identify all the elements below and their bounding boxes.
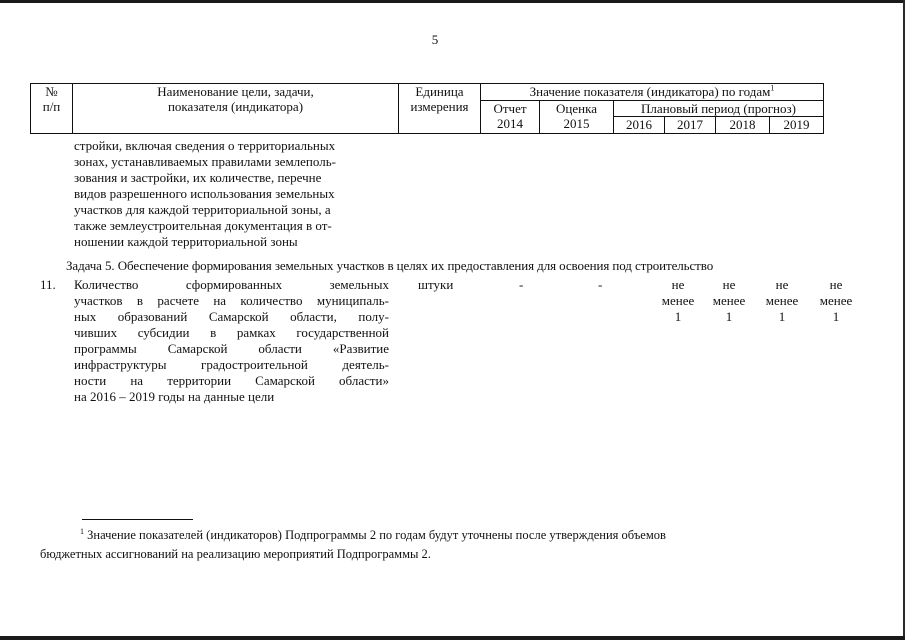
row-value-2019 <box>806 277 866 325</box>
value-line: не <box>722 277 736 292</box>
value-line: не <box>829 277 843 292</box>
header-estimate-year: 2015 <box>563 116 590 131</box>
continued-line: стройки, включая сведения о территориальных <box>74 138 336 153</box>
row-line: чивших субсидии в рамках государственной <box>74 325 389 340</box>
value-line: 1 <box>832 309 840 324</box>
row-value-2018 <box>751 277 813 325</box>
header-cell-report <box>481 101 540 134</box>
continued-line: зонах, устанавливаемых правилами землеполь- <box>74 154 336 169</box>
header-name-line2: показателя (индикатора) <box>167 99 304 114</box>
header-cell-number <box>31 84 73 134</box>
header-report-year: 2014 <box>497 116 523 131</box>
value-line: менее <box>819 293 853 308</box>
header-year-2016: 2016 <box>614 117 665 134</box>
page-number: 5 <box>431 32 439 47</box>
row-line: ных образований Самарской области, полу- <box>74 309 389 324</box>
footnote-line1 <box>80 527 900 543</box>
header-cell-unit <box>399 84 481 134</box>
task-heading: Задача 5. Обеспечение формирования земельных участков в целях их предоставления для освоения под строительство <box>66 258 714 273</box>
header-year-2019: 2019 <box>770 117 824 134</box>
header-year-2018: 2018 <box>716 117 770 134</box>
header-number-label: п/п <box>42 99 61 114</box>
value-line: 1 <box>725 309 733 324</box>
row-line: ности на территории Самарской области» <box>74 373 389 388</box>
continued-indicator-text <box>74 138 392 250</box>
value-line: менее <box>712 293 746 308</box>
value-line: 1 <box>778 309 786 324</box>
value-line: 1 <box>674 309 682 324</box>
scan-border-top <box>0 0 905 3</box>
row-line: участков в расчете на количество муниципаль- <box>74 293 389 308</box>
header-unit-line1: Единица <box>415 84 464 99</box>
header-cell-values <box>481 84 824 101</box>
row-number: 11. <box>40 277 56 292</box>
header-cell-name <box>73 84 399 134</box>
continued-line: зования и застройки, их количестве, перечне <box>74 170 322 185</box>
indicator-table-header <box>30 83 824 134</box>
continued-line: также землеустроительная документация в от- <box>74 218 332 233</box>
value-line: менее <box>765 293 799 308</box>
footnote-text-1: Значение показателей (индикаторов) Подпрограммы 2 по годам будут уточнены после утверждения объемов <box>87 528 666 542</box>
row-value-2015: - <box>598 277 603 292</box>
row-unit: штуки <box>418 277 454 292</box>
footnote-mark: 1 <box>80 526 84 536</box>
footnote-line2: бюджетных ассигнований на реализацию мероприятий Подпрограммы 2. <box>40 547 431 561</box>
value-line: не <box>671 277 685 292</box>
row-line: программы Самарской области «Развитие <box>74 341 389 356</box>
header-values-title: Значение показателя (индикатора) по годам <box>529 84 771 99</box>
row-indicator-text <box>74 277 389 405</box>
footnote-separator <box>82 519 193 520</box>
footnote-ref: 1 <box>770 83 775 93</box>
header-number-sign: № <box>45 84 58 99</box>
continued-line: участков для каждой территориальной зоны, а <box>74 202 331 217</box>
header-year-2017: 2017 <box>665 117 716 134</box>
row-line: на 2016 – 2019 годы на данные цели <box>74 389 275 404</box>
continued-line: ношении каждой территориальной зоны <box>74 234 298 249</box>
continued-line: видов разрешенного использования земельных <box>74 186 335 201</box>
header-unit-line2: измерения <box>410 99 469 114</box>
row-line: инфраструктуры градостроительной деятель- <box>74 357 389 372</box>
header-cell-plan: Плановый период (прогноз) <box>614 101 824 117</box>
header-report-label: Отчет <box>493 101 527 116</box>
row-value-2014: - <box>519 277 524 292</box>
value-line: не <box>775 277 789 292</box>
value-line: менее <box>661 293 695 308</box>
row-line: Количество сформированных земельных <box>74 277 389 292</box>
header-estimate-label: Оценка <box>556 101 597 116</box>
header-cell-estimate <box>540 101 614 134</box>
header-name-line1: Наименование цели, задачи, <box>157 84 314 99</box>
scan-border-bottom <box>0 636 905 640</box>
